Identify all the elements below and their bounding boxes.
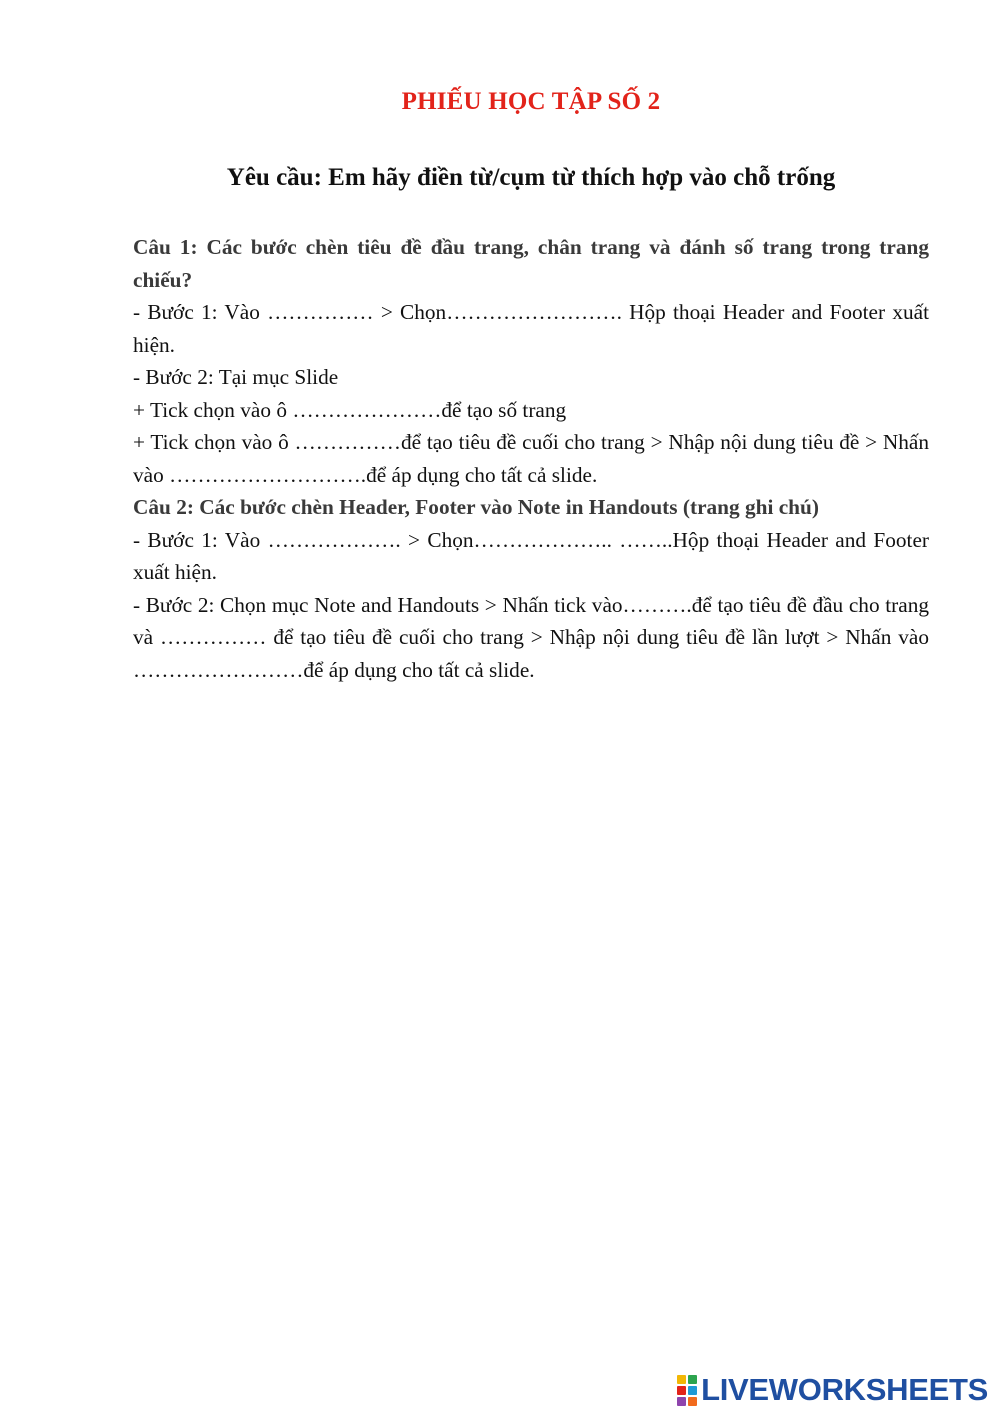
worksheet-content [133, 231, 929, 686]
logo-square [677, 1375, 686, 1384]
question-2-step-1: - Bước 1: Vào ………………. > Chọn……………….. ……..Hộp thoại Header and Footer xuất hiện. [133, 527, 929, 584]
logo-square [677, 1397, 686, 1406]
logo-square [677, 1386, 686, 1395]
liveworksheets-logo-icon [677, 1375, 697, 1406]
logo-square [688, 1386, 697, 1395]
question-1-step-1: - Bước 1: Vào …………… > Chọn……………………. Hộp thoại Header and Footer xuất hiện. [133, 300, 929, 357]
logo-square [688, 1397, 697, 1406]
question-1-step-2-tick-footer: + Tick chọn vào ô ……………để tạo tiêu đề cuối cho trang > Nhập nội dung tiêu đề > Nhấn vào ……………………….để áp dụng cho tất cả slide. [133, 430, 929, 487]
liveworksheets-brand [677, 1372, 988, 1408]
brand-wordmark: LIVEWORKSHEETS [701, 1372, 988, 1407]
worksheet-title: PHIẾU HỌC TẬP SỐ 2 [401, 88, 661, 115]
question-2-step-2: - Bước 2: Chọn mục Note and Handouts > Nhấn tick vào……….để tạo tiêu đề đầu cho trang và …………… để tạo tiêu đề cuối cho trang > Nhập nội dung tiêu đề lần lượt > Nhấn vào ……………………để áp dụng cho tất cả slide. [133, 592, 929, 682]
worksheet-instruction: Yêu cầu: Em hãy điền từ/cụm từ thích hợp vào chỗ trống [226, 164, 836, 191]
question-1-heading: Câu 1: Các bước chèn tiêu đề đầu trang, chân trang và đánh số trang trong trang chiếu? [133, 235, 929, 292]
question-1-step-2-tick-page-number: + Tick chọn vào ô …………………để tạo số trang [133, 397, 567, 422]
question-2-heading: Câu 2: Các bước chèn Header, Footer vào Note in Handouts (trang ghi chú) [133, 495, 819, 519]
question-1-step-2: - Bước 2: Tại mục Slide [133, 365, 339, 389]
logo-square [688, 1375, 697, 1384]
